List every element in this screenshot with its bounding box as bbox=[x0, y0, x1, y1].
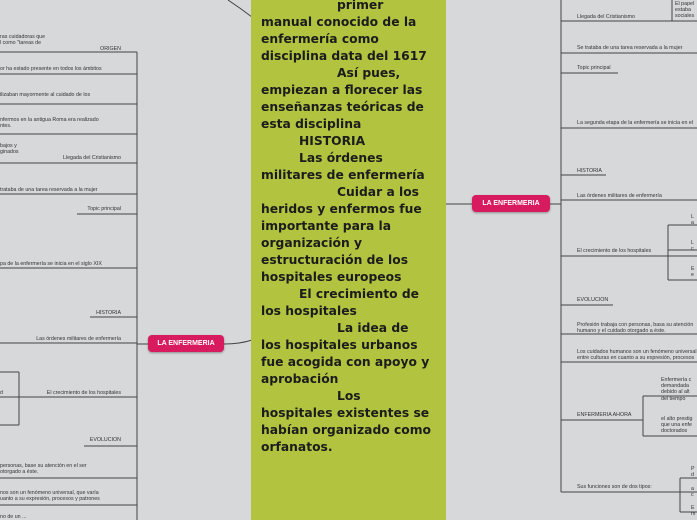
topic-profesion[interactable]: Profesión trabaja con personas, basa su atención humano y el cuidado otorgado a éste. bbox=[577, 322, 694, 335]
note-line: heridos y enfermos fue importante para la organización y estructuración de los hospitales europeos bbox=[261, 202, 422, 284]
note-line: empiezan a florecer las enseñanzas teóricas de esta disciplina bbox=[261, 83, 424, 131]
subtopic-f3[interactable]: E m bbox=[691, 505, 696, 518]
note-line: los hospitales bbox=[261, 304, 357, 318]
subtopic-e[interactable]: E e bbox=[691, 266, 695, 279]
topic-evolucion-right[interactable]: EVOLUCION bbox=[577, 297, 609, 303]
topic-origen[interactable]: ORIGEN bbox=[100, 46, 121, 52]
topic-evolucion[interactable]: EVOLUCION bbox=[89, 437, 121, 443]
note-line: los hospitales urbanos fue acogida con apoyo y aprobación bbox=[261, 338, 430, 386]
topic-utilizaban[interactable]: ilizaban mayormente al cuidado de los bbox=[0, 92, 91, 98]
note-line: Los bbox=[337, 389, 361, 403]
topic-crecimiento-hospitales[interactable]: El crecimiento de los hospitales bbox=[46, 390, 121, 396]
note-panel[interactable] bbox=[251, 0, 446, 520]
topic-ordenes-militares-right[interactable]: Las órdenes militares de enfermería bbox=[577, 193, 662, 199]
topic-historia-right[interactable]: HISTORIA bbox=[577, 168, 602, 174]
note-line: La idea de bbox=[337, 321, 409, 335]
central-topic-right[interactable]: LA ENFERMERIA bbox=[472, 195, 550, 212]
topic-segunda-etapa-right[interactable]: La segunda etapa de la enfermería se inicia en el bbox=[577, 120, 694, 126]
subtopic-l2[interactable]: L c bbox=[691, 240, 694, 253]
note-line: Así pues, bbox=[337, 66, 401, 80]
topic-principal-right[interactable]: Topic principal bbox=[577, 65, 611, 71]
topic-presente[interactable]: or ha estado presente en todos los ámbitos bbox=[0, 66, 102, 72]
note-line: HISTORIA bbox=[299, 134, 366, 148]
subtopic-demandada[interactable]: Enfermería c demandada debido al alt del tiempo bbox=[661, 377, 692, 402]
topic-d[interactable]: d bbox=[0, 390, 3, 396]
topic-historia[interactable]: HISTORIA bbox=[96, 310, 121, 316]
topic-ordenes-militares[interactable]: Las órdenes militares de enfermería bbox=[36, 336, 121, 342]
subtopic-l1[interactable]: L a bbox=[691, 214, 694, 227]
subtopic-alto-prestigio[interactable]: el alto prestig que una enfe doctorados bbox=[661, 416, 693, 435]
note-line: hospitales existentes se habían organizado como orfanatos. bbox=[261, 406, 431, 454]
topic-roma[interactable]: nfermos en la antigua Roma era realizado ntes. bbox=[0, 117, 99, 130]
topic-cuidados-humanos[interactable]: Los cuidados humanos son un fenómeno universal entre culturas en cuanto a su expresión, procesos bbox=[577, 349, 697, 362]
note-line: manual conocido de la enfermería como disciplina data del 1617 bbox=[261, 15, 427, 63]
note-text bbox=[261, 0, 441, 456]
topic-papel[interactable]: El papel estaba sociales bbox=[675, 1, 695, 20]
topic-bottom[interactable]: no de un ... bbox=[0, 514, 27, 520]
topic-llegada-cristianismo[interactable]: Llegada del Cristianismo bbox=[62, 155, 121, 161]
topic-principal[interactable]: Topic principal bbox=[87, 206, 121, 212]
topic-segunda-etapa[interactable]: pa de la enfermería se inicia en el siglo XIX bbox=[0, 261, 102, 267]
topic-llegada-cristianismo-right[interactable]: Llegada del Cristianismo bbox=[577, 14, 636, 20]
topic-fenomeno[interactable]: nos son un fenómeno universal, que varía uanto a su expresión, procesos y patrones bbox=[0, 490, 100, 503]
topic-cuidadoras[interactable]: ras cuidadoras que l como "tareas de bbox=[0, 34, 46, 47]
topic-tarea-mujer[interactable]: trataba de una tarea reservada a la mujer bbox=[0, 187, 98, 193]
central-topic-left[interactable]: LA ENFERMERIA bbox=[148, 335, 224, 352]
note-line: El crecimiento de bbox=[299, 287, 419, 301]
note-line: militares de enfermería bbox=[261, 168, 425, 182]
note-line: primer bbox=[337, 0, 384, 12]
topic-tarea-mujer-right[interactable]: Se trataba de una tarea reservada a la mujer bbox=[577, 45, 683, 51]
topic-enfermeria-ahora[interactable]: ENFERMERIA AHORA bbox=[577, 412, 632, 418]
topic-crecimiento-hospitales-right[interactable]: El crecimiento de los hospitales bbox=[577, 248, 652, 254]
topic-bajos[interactable]: bajos y ginados bbox=[0, 143, 19, 156]
subtopic-f2[interactable]: a c bbox=[691, 486, 694, 499]
topic-personas[interactable]: personas, base su atención en el ser otorgado a éste. bbox=[0, 463, 87, 476]
note-line: Las órdenes bbox=[299, 151, 383, 165]
note-line: Cuidar a los bbox=[337, 185, 420, 199]
topic-funciones[interactable]: Sus funciones son de dos tipos: bbox=[577, 484, 652, 490]
subtopic-f1[interactable]: P d bbox=[691, 466, 695, 479]
